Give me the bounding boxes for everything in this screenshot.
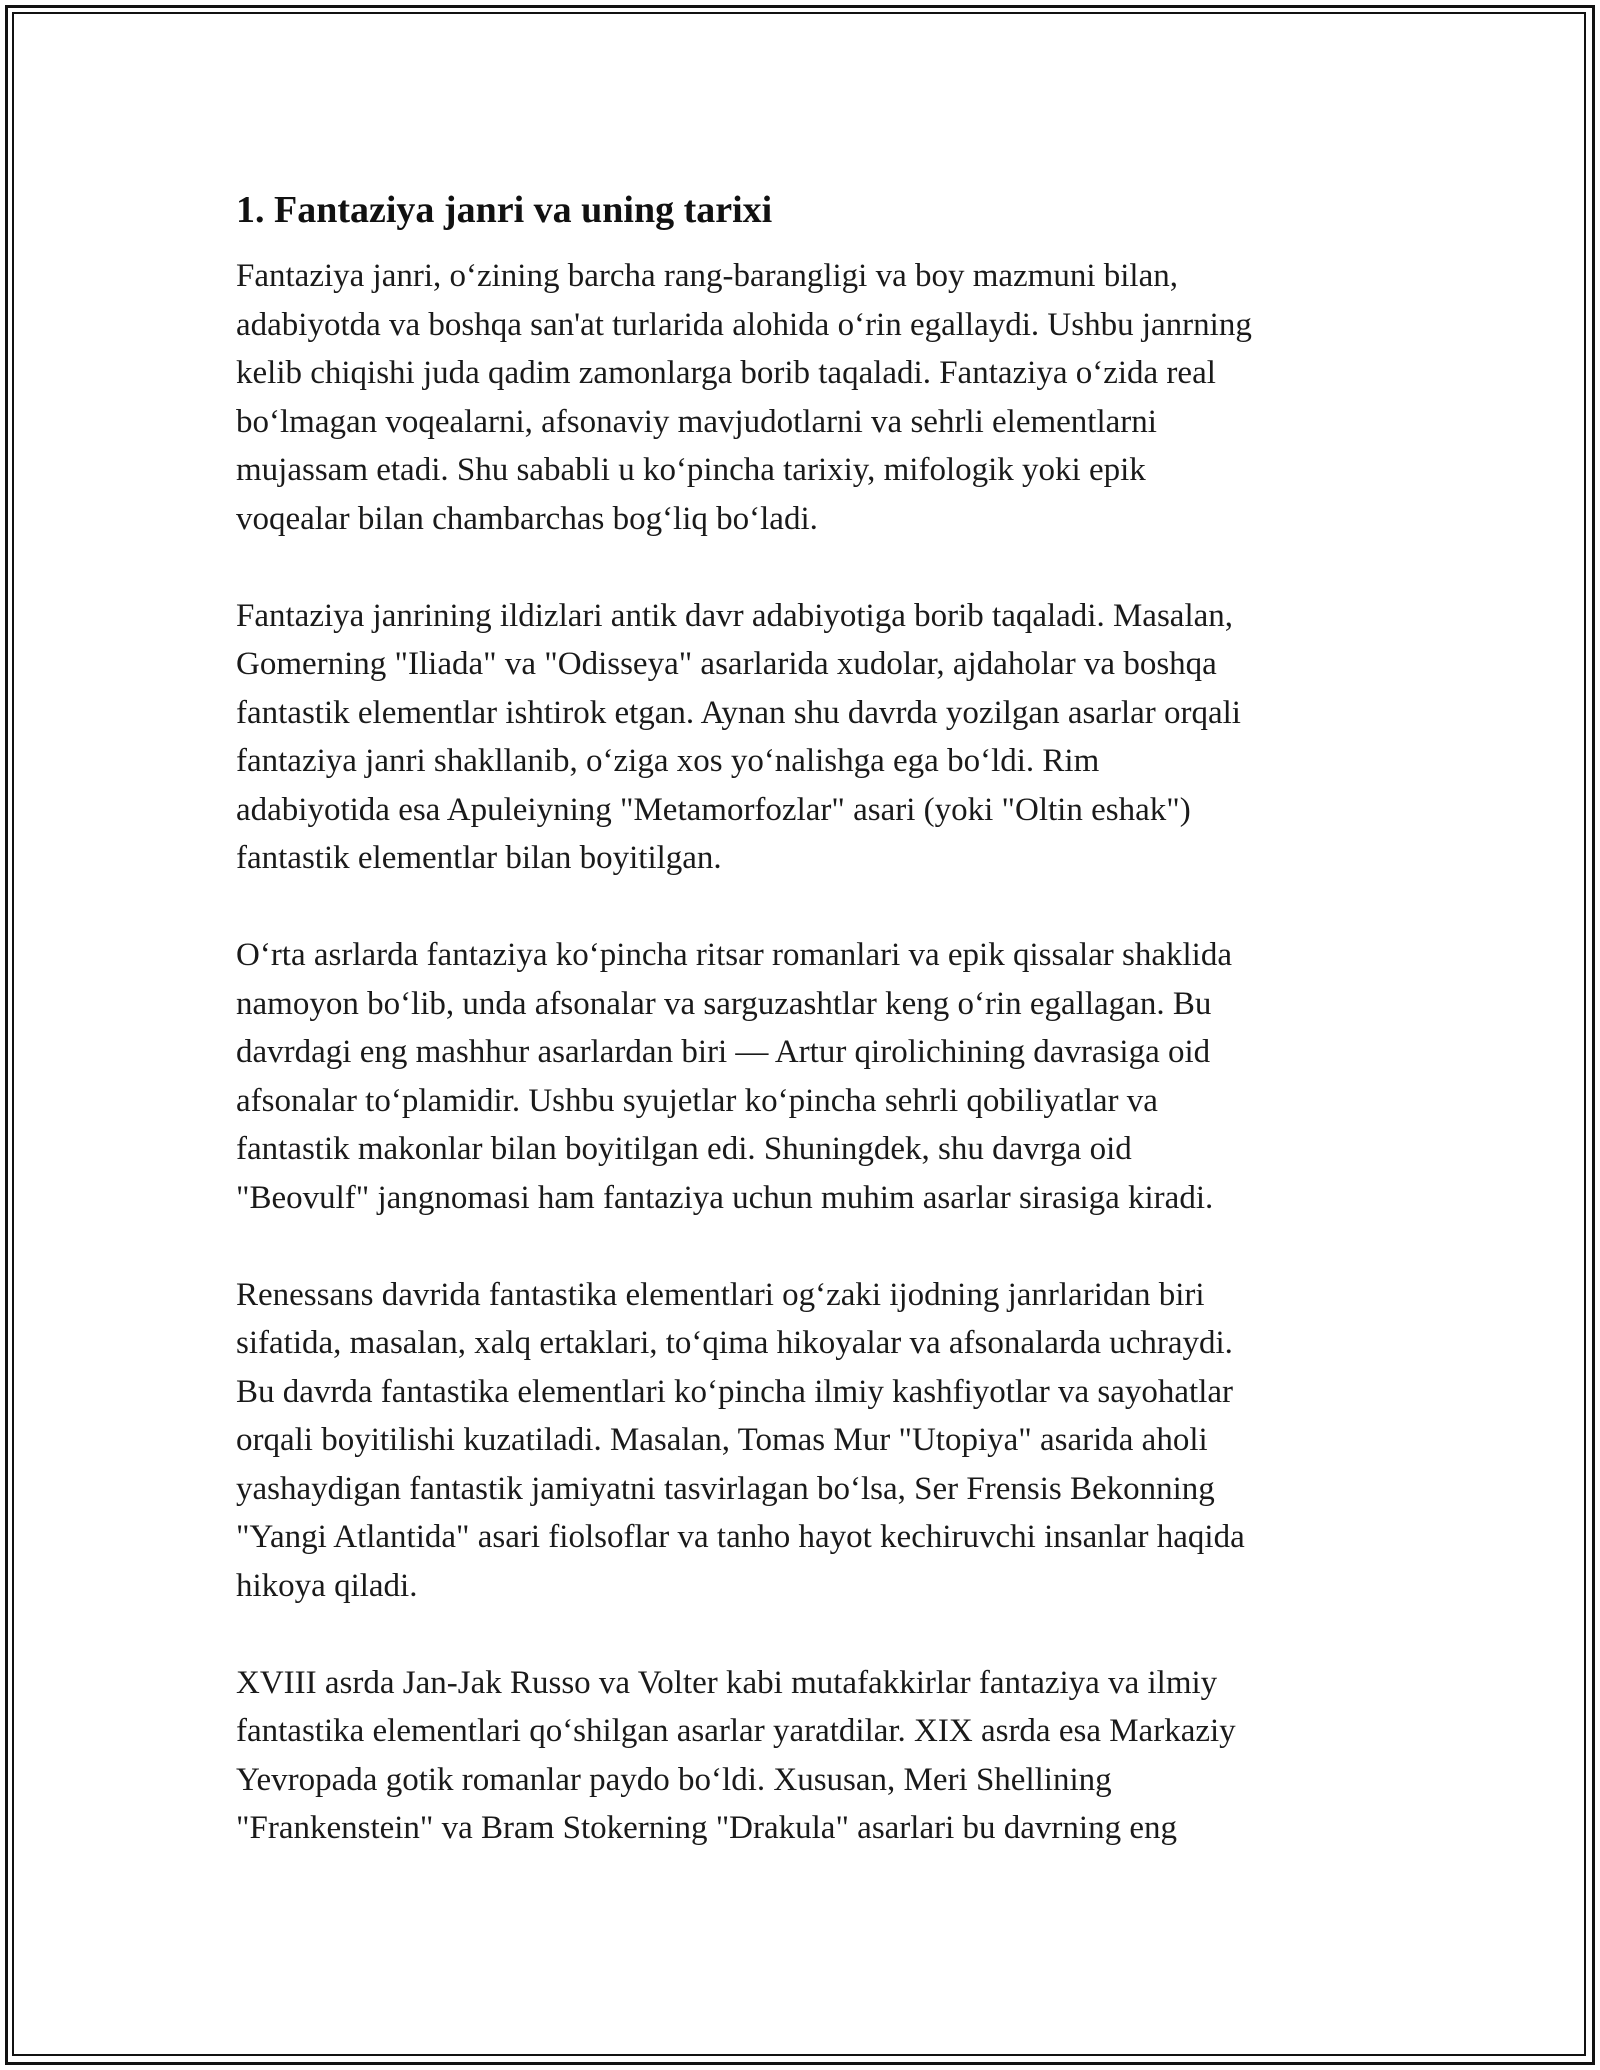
paragraph-line: voqealar bilan chambarchas bog‘liq bo‘ladi. (236, 500, 818, 537)
paragraph-1 (236, 252, 1396, 543)
paragraph-line: Yevropada gotik romanlar paydo bo‘ldi. Xususan, Meri Shellining (236, 1761, 1112, 1798)
paragraph-line: XVIII asrda Jan-Jak Russo va Volter kabi mutafakkirlar fantaziya va ilmiy (236, 1664, 1218, 1701)
paragraph-line: bo‘lmagan voqealarni, afsonaviy mavjudotlarni va sehrli elementlarni (236, 403, 1157, 440)
paragraph-line: Fantaziya janrining ildizlari antik davr adabiyotiga borib taqaladi. Masalan, (236, 597, 1234, 634)
paragraph-line: yashaydigan fantastik jamiyatni tasvirlagan bo‘lsa, Ser Frensis Bekonning (236, 1470, 1215, 1507)
paragraph-line: orqali boyitilishi kuzatiladi. Masalan, Tomas Mur "Utopiya" asarida aholi (236, 1422, 1208, 1458)
paragraph-line: fantastika elementlari qo‘shilgan asarlar yaratdilar. XIX asrda esa Markaziy (236, 1713, 1236, 1749)
paragraph-line: "Yangi Atlantida" asari fiolsoflar va tanho hayot kechiruvchi insanlar haqida (236, 1519, 1245, 1555)
paragraph-line: "Beovulf" jangnomasi ham fantaziya uchun muhim asarlar sirasiga kiradi. (236, 1179, 1214, 1216)
paragraph-line: fantastik makonlar bilan boyitilgan edi. Shuningdek, shu davrga oid (236, 1131, 1132, 1167)
paragraph-line: mujassam etadi. Shu sababli u ko‘pincha tarixiy, mifologik yoki epik (236, 452, 1146, 488)
paragraph-line: O‘rta asrlarda fantaziya ko‘pincha ritsar romanlari va epik qissalar shaklida (236, 937, 1232, 973)
paragraph-line: fantaziya janri shakllanib, o‘ziga xos yo‘nalishga ega bo‘ldi. Rim (236, 743, 1100, 779)
paragraph-3 (236, 931, 1396, 1222)
paragraph-line: fantastik elementlar bilan boyitilgan. (236, 840, 722, 876)
paragraph-line: Bu davrda fantastika elementlari ko‘pincha ilmiy kashfiyotlar va sayohatlar (236, 1373, 1233, 1410)
paragraph-line: davrdagi eng mashhur asarlardan biri — Artur qirolichining davrasiga oid (236, 1034, 1211, 1070)
paragraph-line: sifatida, masalan, xalq ertaklari, to‘qima hikoyalar va afsonalarda uchraydi. (236, 1325, 1233, 1361)
paragraph-line: fantastik elementlar ishtirok etgan. Aynan shu davrda yozilgan asarlar orqali (236, 694, 1241, 731)
paragraph-line: "Frankenstein" va Bram Stokerning "Drakula" asarlari bu davrning eng (236, 1810, 1177, 1846)
paragraph-5 (236, 1659, 1396, 1853)
paragraph-line: adabiyotda va boshqa san'at turlarida alohida o‘rin egallaydi. Ushbu janrning (236, 306, 1252, 343)
paragraph-line: adabiyotida esa Apuleiyning "Metamorfozlar" asari (yoki "Oltin eshak") (236, 791, 1191, 828)
paragraph-line: kelib chiqishi juda qadim zamonlarga borib taqaladi. Fantaziya o‘zida real (236, 355, 1216, 391)
paragraph-line: Fantaziya janri, o‘zining barcha rang-barangligi va boy mazmuni bilan, (236, 258, 1178, 294)
paragraph-line: Gomerning "Iliada" va "Odisseya" asarlarida xudolar, ajdaholar va boshqa (236, 646, 1217, 682)
section-heading: 1. Fantaziya janri va uning tarixi (236, 189, 773, 231)
paragraph-line: namoyon bo‘lib, unda afsonalar va sarguzashtlar keng o‘rin egallagan. Bu (236, 985, 1212, 1022)
paragraph-4 (236, 1271, 1396, 1611)
paragraph-line: afsonalar to‘plamidir. Ushbu syujetlar ko‘pincha sehrli qobiliyatlar va (236, 1082, 1158, 1119)
paragraph-line: Renessans davrida fantastika elementlari og‘zaki ijodning janrlaridan biri (236, 1276, 1205, 1313)
paragraph-2 (236, 592, 1396, 883)
paragraph-line: hikoya qiladi. (236, 1567, 418, 1604)
document-body (236, 186, 1396, 1901)
